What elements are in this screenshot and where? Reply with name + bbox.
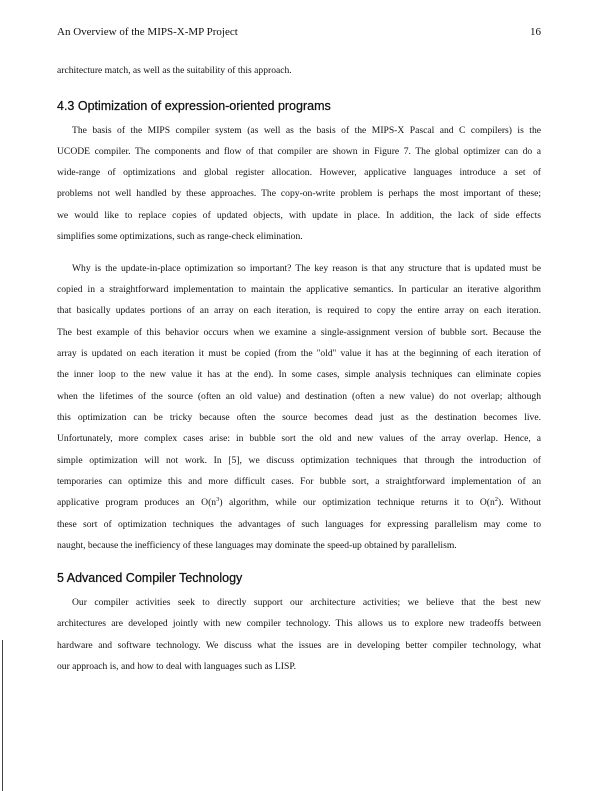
carryover-text: architecture match, as well as the suitability of this approach. [57,65,292,76]
page-edge-line [2,640,3,791]
text-span: applicative program produces an O(n [57,497,217,508]
text-line: these sort of optimization techniques the advantages of such languages for expressing parallelism may come to [57,519,541,530]
text-line: that basically updates portions of an array on each iteration, is required to copy the entire array on each iteration. [57,305,541,316]
text-span: ) algorithm, while our optimization technique returns it to O(n [219,497,495,508]
text-line: problems not well handled by these approaches. The copy-on-write problem is perhaps the most important of these; [57,188,541,199]
text-line: this optimization can be tricky because often the source becomes dead just as the destination becomes live. [57,412,541,423]
text-line: temporaries can optimize this and more difficult cases. For bubble sort, a straightforward implementation of an [57,476,541,487]
text-line: the inner loop to the new value it has at the end). In some cases, simple analysis techniques can eliminate copies [57,369,541,380]
text-line: when the lifetimes of the source (often an old value) and destination (often a new value) do not overlap; although [57,391,541,402]
text-line: Unfortunately, more complex cases arise: in bubble sort the old and new values of the array overlap. Hence, a [57,433,541,444]
text-line-complexity [57,497,541,509]
text-line: copied in a straightforward implementation to maintain the applicative semantics. In particular an iterative algorithm [57,284,541,295]
text-line: The basis of the MIPS compiler system (as well as the basis of the MIPS-X Pascal and C compilers) is the [72,125,541,136]
text-line: UCODE compiler. The components and flow of that compiler are shown in Figure 7. The global optimizer can do a [57,146,541,157]
running-header-title: An Overview of the MIPS-X-MP Project [57,26,238,38]
text-line: hardware and software technology. We discuss what the issues are in developing better compiler technology, what [57,640,541,651]
text-line: The best example of this behavior occurs when we examine a single-assignment version of bubble sort. Because the [57,327,541,338]
superscript: 2 [494,496,499,503]
text-line: simple optimization will not work. In [5], we discuss optimization techniques that through the introduction of [57,455,541,466]
text-line: simplifies some optimizations, such as range-check elimination. [57,231,303,242]
text-line: architectures are developed jointly with new compiler technology. This allows us to explore new tradeoffs between [57,618,541,629]
text-line: wide-range of optimizations and global register allocation. However, applicative languages introduce a set of [57,167,541,178]
text-line: our approach is, and how to deal with languages such as LISP. [57,661,296,672]
section-heading-4-3: 4.3 Optimization of expression-oriented programs [57,99,331,113]
section-heading-5: 5 Advanced Compiler Technology [57,571,243,585]
text-line: naught, because the inefficiency of these languages may dominate the speed-up obtained by parallelism. [57,540,457,551]
text-span: ). Without [498,497,541,508]
page-number: 16 [530,26,541,38]
text-line: Why is the update-in-place optimization so important? The key reason is that any structure that is updated must be [72,263,541,274]
text-line: we would like to replace copies of updated objects, with update in place. In addition, the lack of side effects [57,210,541,221]
text-line: array is updated on each iteration it must be copied (from the ''old'' value it has at the beginning of each iteration of [57,348,541,359]
superscript: 3 [216,496,220,503]
text-line: Our compiler activities seek to directly support our architecture activities; we believe that the best new [72,597,541,608]
